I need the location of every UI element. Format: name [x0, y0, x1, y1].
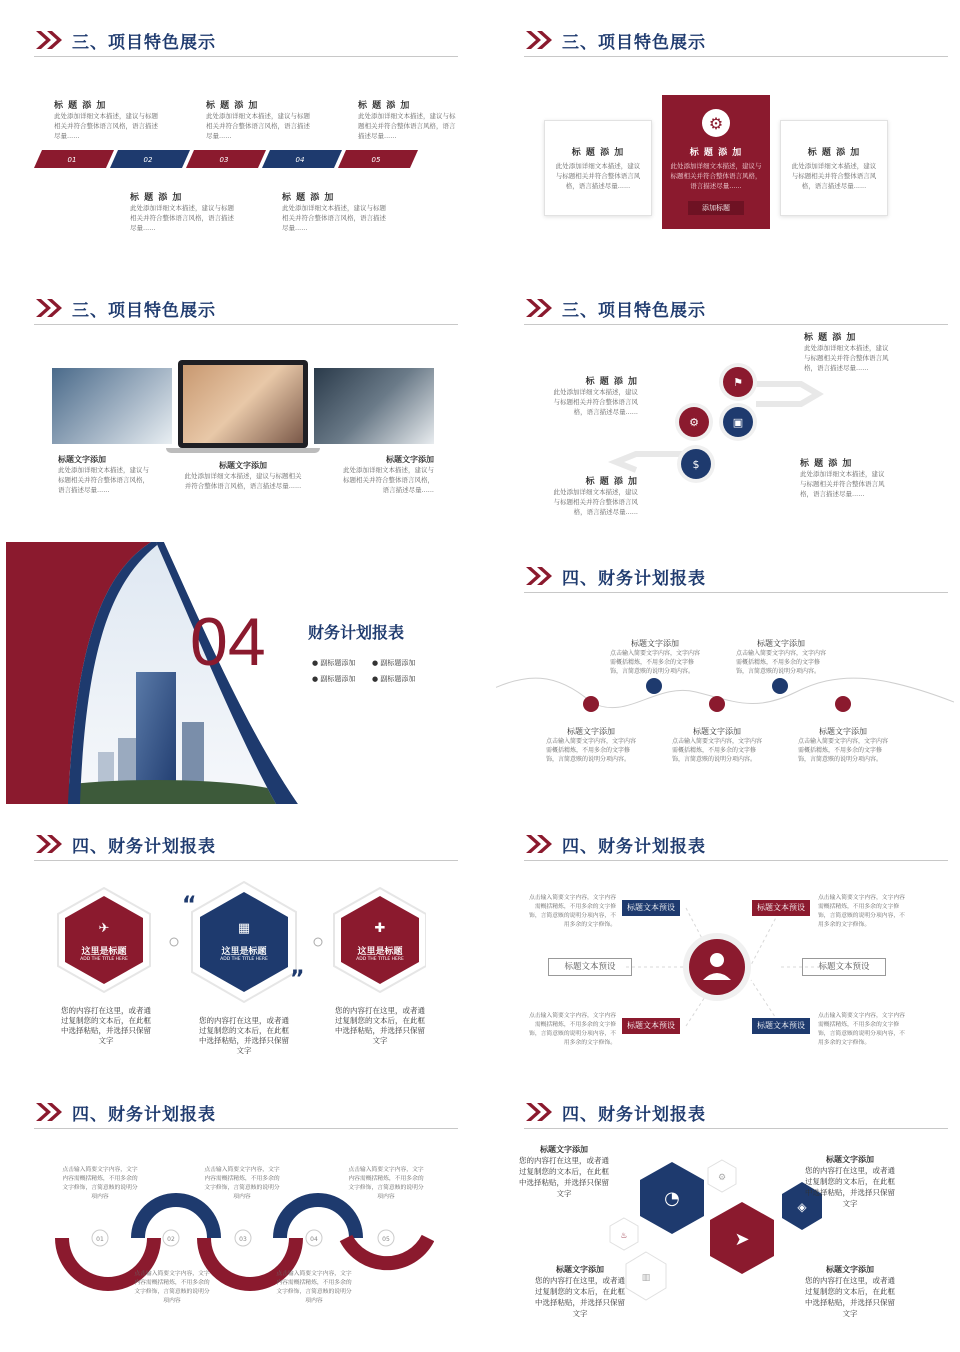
- maze-icon: ▦: [237, 921, 251, 936]
- runner-icon: ✈: [98, 921, 110, 936]
- photo-signing: [314, 368, 434, 444]
- slide-title: [524, 294, 706, 322]
- tag-middle-right: 标题文本预设: [802, 958, 886, 976]
- arc-num-04: 04: [310, 1236, 318, 1243]
- feature-top-left: 标题文字添加 您的内容打在这里，或者通过复制您的文本后，在此框中选择粘贴，并选择只保留文字: [519, 1145, 609, 1198]
- item-top-left: 标 题 添 加 此处添加详细文本描述，建议与标题相关并符合整体语言风格，语言描述尽量......: [553, 377, 638, 416]
- timeline-wave: [496, 662, 954, 722]
- title-divider: [524, 1128, 948, 1129]
- slide-8[interactable]: [496, 810, 954, 1072]
- caption-left: 标题文字添加 此处添加详细文本描述，建议与标题相关并符合整体语言风格，语言描述尽量......: [58, 455, 149, 494]
- title-divider: [34, 860, 458, 861]
- add-title-button[interactable]: 添加标题: [688, 201, 744, 215]
- title-text: 三、项目特色展示: [72, 32, 216, 53]
- slide-title: [34, 294, 216, 322]
- arc-num-02: 02: [167, 1236, 175, 1243]
- chevron-right-icon: [34, 29, 64, 51]
- slide-title: [34, 26, 216, 54]
- desc-bottom-right: 点击输入简要文字内容，文字内容需概括精炼，不用多余的文字修饰，言简意赅的说明分项内容，不用多余的文字修饰。: [818, 1013, 905, 1046]
- arc-num-05: 05: [382, 1236, 390, 1243]
- hex-desc-2: 您的内容打在这里，或者通过复制您的文本后，在此框中选择粘贴，并选择只保留文字: [199, 1016, 289, 1055]
- feature-bottom-right: 标题文字添加 您的内容打在这里，或者通过复制您的文本后，在此框中选择粘贴，并选择只保留文字: [805, 1265, 895, 1318]
- title-text: 四、财务计划报表: [562, 1104, 706, 1125]
- gear-icon: ⚙: [717, 1173, 727, 1183]
- paper-plane-icon: ➤: [734, 1229, 750, 1250]
- team-icon: ⚑: [733, 376, 743, 389]
- bell-icon: ♨: [620, 1231, 628, 1240]
- caption-center: 标题文字添加 此处添加详细文本描述，建议与标题相关并符合整体语言风格，语言描述尽量......: [184, 461, 302, 490]
- tag-bottom-right: 标题文本预设: [752, 1018, 810, 1034]
- slide-4[interactable]: [496, 274, 954, 536]
- slide-3[interactable]: [6, 274, 464, 536]
- slide-6[interactable]: [496, 542, 954, 804]
- title-divider: [34, 1128, 458, 1129]
- lock-icon: ▣: [732, 416, 744, 429]
- signpost-icon: ✚: [374, 921, 386, 936]
- chevron-right-icon: [524, 1101, 554, 1123]
- card-center: ⚙ 标 题 添 加 此处添加详细文本描述，建议与标题相关并符合整体语言风格，语言描述尽量...... 添加标题: [662, 95, 770, 229]
- quote-close-icon: ”: [290, 967, 305, 992]
- step-text-02: 标 题 添 加 此处添加详细文本描述，建议与标题相关并符合整体语言风格，语言描述尽量......: [130, 193, 234, 232]
- tag-bottom-left: 标题文本预设: [622, 1018, 680, 1034]
- slide-title: [34, 830, 216, 858]
- slide-2[interactable]: [496, 6, 954, 268]
- slide-title: [524, 26, 706, 54]
- bar-chart-icon: ▥: [641, 1273, 651, 1283]
- card-right: 标 题 添 加 此处添加详细文本描述，建议与标题相关并符合整体语言风格，语言描述尽量......: [780, 120, 888, 216]
- item-top-right: 标 题 添 加 此处添加详细文本描述，建议与标题相关并符合整体语言风格，语言描述尽量......: [804, 333, 889, 372]
- arc-desc-3: 点击输入简要文字内容，文字内容需概括精炼，不用多余的文字修饰，言简意赅的说明分项内容: [204, 1167, 280, 1200]
- step-num-04: 04: [295, 156, 305, 164]
- step-num-05: 05: [371, 156, 381, 164]
- timeline-item-3: 标题文字添加 点击输入简要文字内容，文字内容需概括精炼，不用多余的文字修饰，言简意赅的说明分项内容。: [672, 727, 763, 763]
- arc-desc-5: 点击输入简要文字内容，文字内容需概括精炼，不用多余的文字修饰，言简意赅的说明分项内容: [348, 1167, 424, 1200]
- title-text: 四、财务计划报表: [562, 836, 706, 857]
- title-divider: [524, 56, 948, 57]
- photo-writing: [52, 368, 172, 444]
- tag-icon: ◈: [797, 1200, 807, 1214]
- person-icon: [710, 953, 724, 967]
- arc-chain: [54, 1188, 434, 1298]
- timeline-item-1: 标题文字添加 点击输入简要文字内容，文字内容需概括精炼，不用多余的文字修饰，言简意赅的说明分项内容。: [546, 727, 637, 763]
- title-divider: [524, 592, 948, 593]
- tag-top-left: 标题文本预设: [622, 900, 680, 916]
- slide-title: [524, 562, 706, 590]
- section-number: 04: [190, 604, 266, 680]
- laptop-frame: [178, 360, 308, 448]
- chevron-right-icon: [34, 1101, 64, 1123]
- title-text: 三、项目特色展示: [562, 32, 706, 53]
- title-divider: [524, 324, 948, 325]
- step-num-01: 01: [67, 156, 77, 164]
- slide-5[interactable]: [6, 542, 464, 804]
- money-icon: $: [692, 458, 700, 471]
- pie-chart-icon: ◔: [664, 1188, 680, 1209]
- step-text-01: 标 题 添 加 此处添加详细文本描述，建议与标题相关并符合整体语言风格，语言描述尽量......: [54, 101, 158, 140]
- hex-label-3: 这里是标题 ADD THE TITLE HERE: [356, 947, 404, 962]
- chevron-right-icon: [34, 833, 64, 855]
- hex-label-2: 这里是标题 ADD THE TITLE HERE: [220, 947, 268, 962]
- slide-title: [524, 1098, 706, 1126]
- title-divider: [34, 56, 458, 57]
- arc-desc-1: 点击输入简要文字内容，文字内容需概括精炼，不用多余的文字修饰，言简意赅的说明分项内容: [62, 1167, 138, 1200]
- timeline-item-4: 标题文字添加 点击输入简要文字内容，文字内容需概括精炼，不用多余的文字修饰，言简意赅的说明分项内容。: [736, 639, 827, 675]
- arc-num-03: 03: [239, 1236, 247, 1243]
- chevron-right-icon: [34, 297, 64, 319]
- step-text-04: 标 题 添 加 此处添加详细文本描述，建议与标题相关并符合整体语言风格，语言描述尽量......: [282, 193, 386, 232]
- hex-label-1: 这里是标题 ADD THE TITLE HERE: [80, 947, 128, 962]
- quote-open-icon: “: [182, 893, 197, 918]
- caption-right: 标题文字添加 此处添加详细文本描述，建议与标题相关并符合整体语言风格，语言描述尽量......: [343, 455, 434, 494]
- chevron-right-icon: [524, 297, 554, 319]
- step-num-02: 02: [143, 156, 153, 164]
- slide-1[interactable]: [6, 6, 464, 268]
- arc-desc-2: 点击输入简要文字内容，文字内容需概括精炼，不用多余的文字修饰，言简意赅的说明分项内容: [134, 1271, 210, 1304]
- step-text-03: 标 题 添 加 此处添加详细文本描述，建议与标题相关并符合整体语言风格，语言描述尽量......: [206, 101, 310, 140]
- slide-title: [34, 1098, 216, 1126]
- slide-10[interactable]: [496, 1078, 954, 1340]
- desc-top-right: 点击输入简要文字内容，文字内容需概括精炼，不用多余的文字修饰，言简意赅的说明分项内容，不用多余的文字修饰。: [818, 895, 905, 928]
- slide-7[interactable]: [6, 810, 464, 1072]
- feature-top-right: 标题文字添加 您的内容打在这里，或者通过复制您的文本后，在此框中选择粘贴，并选择只保留文字: [805, 1155, 895, 1208]
- gear-icon: ⚙: [702, 109, 730, 137]
- settings-icon: ⚙: [689, 416, 699, 429]
- slide-title: [524, 830, 706, 858]
- chevron-right-icon: [524, 565, 554, 587]
- card-left: 标 题 添 加 此处添加详细文本描述，建议与标题相关并符合整体语言风格，语言描述尽量......: [544, 120, 652, 216]
- photo-hands-together: [183, 365, 303, 443]
- hex-desc-3: 您的内容打在这里，或者通过复制您的文本后，在此框中选择粘贴，并选择只保留文字: [335, 1006, 425, 1045]
- title-divider: [524, 860, 948, 861]
- feature-bottom-left: 标题文字添加 您的内容打在这里，或者通过复制您的文本后，在此框中选择粘贴，并选择只保留文字: [535, 1265, 625, 1318]
- slide-9[interactable]: [6, 1078, 464, 1340]
- timeline-item-2: 标题文字添加 点击输入简要文字内容，文字内容需概括精炼，不用多余的文字修饰，言简意赅的说明分项内容。: [610, 639, 701, 675]
- title-text: 四、财务计划报表: [562, 568, 706, 589]
- tag-middle-left: 标题文本预设: [548, 958, 632, 976]
- title-text: 四、财务计划报表: [72, 836, 216, 857]
- item-bottom-right: 标 题 添 加 此处添加详细文本描述，建议与标题相关并符合整体语言风格，语言描述尽量......: [800, 459, 885, 498]
- step-num-03: 03: [219, 156, 229, 164]
- tag-top-right: 标题文本预设: [752, 900, 810, 916]
- title-text: 三、项目特色展示: [562, 300, 706, 321]
- arc-desc-4: 点击输入简要文字内容，文字内容需概括精炼，不用多余的文字修饰，言简意赅的说明分项内容: [276, 1271, 352, 1304]
- section-heading: 财务计划报表: [308, 623, 405, 642]
- hex-desc-1: 您的内容打在这里，或者通过复制您的文本后，在此框中选择粘贴，并选择只保留文字: [61, 1006, 151, 1045]
- title-divider: [34, 324, 458, 325]
- step-text-05: 标 题 添 加 此处添加详细文本描述，建议与标题相关并符合整体语言风格，语言描述尽量......: [358, 101, 456, 140]
- chevron-right-icon: [524, 833, 554, 855]
- step-ribbon: [34, 150, 424, 170]
- arc-num-01: 01: [96, 1236, 104, 1243]
- item-bottom-left: 标 题 添 加 此处添加详细文本描述，建议与标题相关并符合整体语言风格，语言描述尽量......: [553, 477, 638, 516]
- subtitle-list: ● 副标题添加 ● 副标题添加 ● 副标题添加 ● 副标题添加: [312, 659, 416, 683]
- laptop-base: [166, 448, 320, 453]
- title-text: 四、财务计划报表: [72, 1104, 216, 1125]
- timeline-item-5: 标题文字添加 点击输入简要文字内容，文字内容需概括精炼，不用多余的文字修饰，言简意赅的说明分项内容。: [798, 727, 889, 763]
- desc-bottom-left: 点击输入简要文字内容，文字内容需概括精炼，不用多余的文字修饰，言简意赅的说明分项内容，不用多余的文字修饰。: [529, 1013, 616, 1046]
- desc-top-left: 点击输入简要文字内容，文字内容需概括精炼，不用多余的文字修饰，言简意赅的说明分项内容，不用多余的文字修饰。: [529, 895, 616, 928]
- chevron-right-icon: [524, 29, 554, 51]
- title-text: 三、项目特色展示: [72, 300, 216, 321]
